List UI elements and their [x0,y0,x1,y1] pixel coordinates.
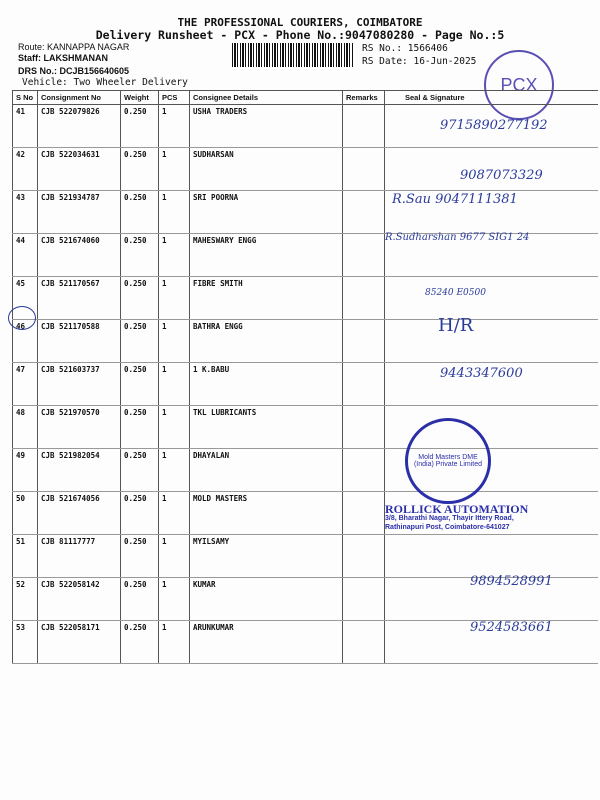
cell-remarks [343,449,385,492]
cell-consignment-no: CJB 521674060 [38,234,121,277]
rs-number: RS No.: 1566406 [362,43,448,54]
cell-consignment-no: CJB 521674056 [38,492,121,535]
rollick-automation-stamp [385,502,565,532]
cell-consignee: DHAYALAN [190,449,343,492]
cell-consignment-no: CJB 81117777 [38,535,121,578]
cell-remarks [343,535,385,578]
runsheet-subtitle: Delivery Runsheet - PCX - Phone No.:9047080280 - Page No.:5 [95,28,505,42]
cell-consignment-no: CJB 522058142 [38,578,121,621]
pcx-stamp-text: PCX [500,74,538,95]
cell-weight: 0.250 [121,535,159,578]
cell-remarks [343,406,385,449]
table-row [13,535,599,578]
cell-sno: 49 [13,449,38,492]
cell-pcs: 1 [159,535,190,578]
cell-consignee: BATHRA ENGG [190,320,343,363]
cell-consignee: SRI POORNA [190,191,343,234]
cell-weight: 0.250 [121,191,159,234]
cell-remarks [343,363,385,406]
table-row [13,406,599,449]
cell-sno: 47 [13,363,38,406]
cell-consignment-no: CJB 521603737 [38,363,121,406]
cell-weight: 0.250 [121,234,159,277]
col-remarks: Remarks [343,91,385,105]
cell-pcs: 1 [159,578,190,621]
signature-46: H/R [438,315,474,336]
cell-pcs: 1 [159,234,190,277]
cell-remarks [343,234,385,277]
cell-remarks [343,148,385,191]
cell-signature [385,320,599,363]
dme-company-seal [405,418,491,504]
cell-pcs: 1 [159,148,190,191]
cell-sno: 50 [13,492,38,535]
cell-consignment-no: CJB 521982054 [38,449,121,492]
cell-sno: 42 [13,148,38,191]
cell-weight: 0.250 [121,449,159,492]
cell-weight: 0.250 [121,492,159,535]
cell-remarks [343,621,385,664]
cell-consignee: ARUNKUMAR [190,621,343,664]
cell-weight: 0.250 [121,105,159,148]
route: Route: KANNAPPA NAGAR [18,42,130,52]
col-consignment: Consignment No [38,91,121,105]
table-header [13,91,599,105]
cell-remarks [343,492,385,535]
cell-signature [385,535,599,578]
cell-signature [385,277,599,320]
col-pcs: PCS [159,91,190,105]
table-row [13,277,599,320]
rollick-address-1: 3/8, Bharathi Nagar, Thayir Ittery Road, [385,515,514,522]
cell-remarks [343,277,385,320]
cell-consignee: TKL LUBRICANTS [190,406,343,449]
cell-pcs: 1 [159,449,190,492]
signature-47: 9443347600 [440,366,523,381]
cell-consignee: MOLD MASTERS [190,492,343,535]
cell-remarks [343,578,385,621]
company-title: THE PROFESSIONAL COURIERS, COIMBATORE [177,16,423,29]
barcode [232,43,354,67]
cell-weight: 0.250 [121,277,159,320]
rollick-name: ROLLICK AUTOMATION [385,502,529,516]
vehicle: Vehicle: Two Wheeler Delivery [22,77,188,88]
col-signature: Seal & Signature [385,91,599,105]
cell-pcs: 1 [159,191,190,234]
cell-sno: 46 [13,320,38,363]
cell-consignment-no: CJB 521934787 [38,191,121,234]
cell-sno: 43 [13,191,38,234]
signature-41: 9715890277192 [440,118,548,133]
cell-sno: 53 [13,621,38,664]
signature-52: 9894528991 [470,574,553,589]
rollick-address-2: Rathinapuri Post, Coimbatore-641027 [385,524,510,531]
cell-consignee: FIBRE SMITH [190,277,343,320]
cell-pcs: 1 [159,363,190,406]
signature-42: 9087073329 [460,168,543,183]
signature-45: 85240 E0500 [425,288,486,298]
cell-consignee: USHA TRADERS [190,105,343,148]
cell-sno: 44 [13,234,38,277]
cell-consignment-no: CJB 521170588 [38,320,121,363]
cell-consignment-no: CJB 522058171 [38,621,121,664]
cell-sno: 51 [13,535,38,578]
cell-consignee: SUDHARSAN [190,148,343,191]
dme-seal-text: Mold Masters DME (India) Private Limited [413,454,483,468]
cell-pcs: 1 [159,277,190,320]
cell-consignment-no: CJB 521970570 [38,406,121,449]
cell-consignee: MAHESWARY ENGG [190,234,343,277]
table-row [13,320,599,363]
cell-sno: 45 [13,277,38,320]
rs-date: RS Date: 16-Jun-2025 [362,56,477,67]
cell-remarks [343,320,385,363]
cell-sno: 41 [13,105,38,148]
col-consignee: Consignee Details [190,91,343,105]
col-sno: S No [13,91,38,105]
staff: Staff: LAKSHMANAN [18,53,108,63]
row-46-circle-mark [8,306,36,330]
cell-pcs: 1 [159,320,190,363]
cell-consignee: MYILSAMY [190,535,343,578]
cell-consignment-no: CJB 522034631 [38,148,121,191]
cell-pcs: 1 [159,621,190,664]
cell-weight: 0.250 [121,363,159,406]
cell-sno: 52 [13,578,38,621]
drs-number: DRS No.: DCJB156640605 [18,66,130,76]
cell-weight: 0.250 [121,406,159,449]
cell-consignee: KUMAR [190,578,343,621]
cell-weight: 0.250 [121,578,159,621]
table-row [13,449,599,492]
cell-consignment-no: CJB 521170567 [38,277,121,320]
cell-pcs: 1 [159,105,190,148]
cell-pcs: 1 [159,406,190,449]
signature-53: 9524583661 [470,620,553,635]
cell-weight: 0.250 [121,148,159,191]
cell-weight: 0.250 [121,320,159,363]
cell-consignee: 1 K.BABU [190,363,343,406]
cell-remarks [343,105,385,148]
col-weight: Weight [121,91,159,105]
cell-sno: 48 [13,406,38,449]
cell-remarks [343,191,385,234]
cell-consignment-no: CJB 522079826 [38,105,121,148]
signature-43: R.Sau 9047111381 [392,192,518,207]
cell-weight: 0.250 [121,621,159,664]
cell-pcs: 1 [159,492,190,535]
signature-44: R.Sudharshan 9677 SIG1 24 [385,232,530,243]
